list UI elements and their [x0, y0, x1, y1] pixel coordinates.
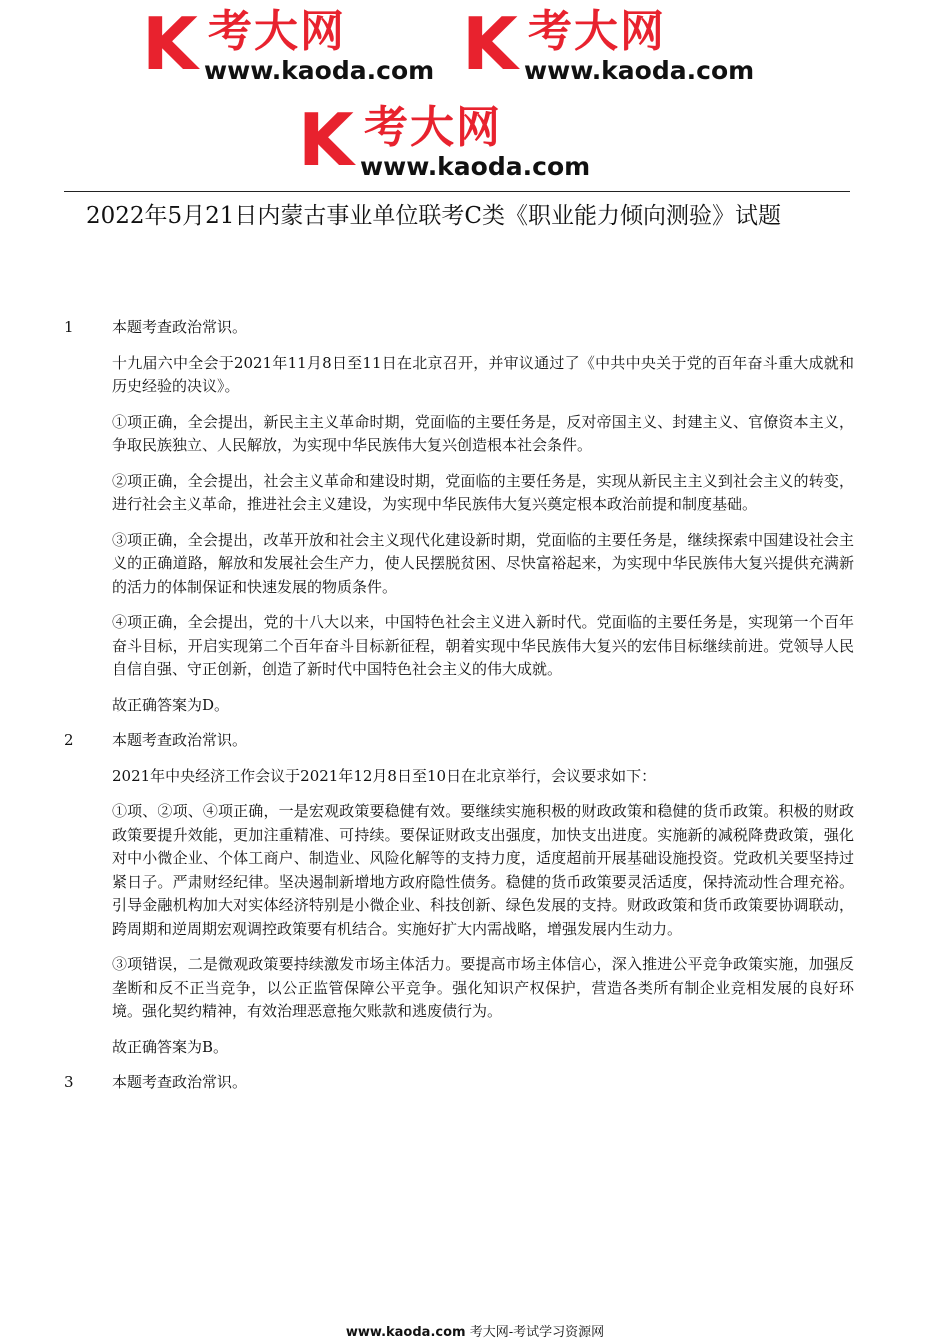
logo-k-mark: K [142, 2, 194, 86]
logo-url-text: www.kaoda.com [360, 152, 591, 181]
explanation-paragraph: ①项正确，全会提出，新民主主义革命时期，党面临的主要任务是，反对帝国主义、封建主义、官僚资本主义，争取民族独立、人民解放，为实现中华民族伟大复兴创造根本社会条件。 [112, 412, 854, 454]
logo-url-text: www.kaoda.com [524, 56, 755, 85]
question-header [64, 316, 854, 340]
document-title: 2022年5月21日内蒙古事业单位联考C类《职业能力倾向测验》试题 [86, 203, 782, 229]
explanation-paragraph: ①项、②项、④项正确，一是宏观政策要稳健有效。要继续实施积极的财政政策和稳健的货币政策。积极的财政政策要提升效能，更加注重精准、可持续。要保证财政支出强度，加快支出进度。实施新的减税降费政策，强化对中小微企业、个体工商户、制造业、风险化解等的支持力度，适度超前开展基础设施投资。党政机关要坚持过紧日子。严肃财经纪律。坚决遏制新增地方政府隐性债务。稳健的货币政策要灵活适度，保持流动性合理充裕。引导金融机构加大对实体经济特别是小微企业、科技创新、绿色发展的支持。财政政策和货币政策要协调联动，跨周期和逆周期宏观调控政策要有机结合。实施好扩大内需战略，增强发展内生动力。 [112, 802, 854, 938]
kaoda-logo [298, 98, 618, 184]
footer-site-link[interactable]: www.kaoda.com [345, 1325, 466, 1340]
logo-brand-text: 考大网 [528, 6, 666, 57]
header-divider [64, 191, 850, 192]
explanation-paragraph: ③项正确，全会提出，改革开放和社会主义现代化建设新时期，党面临的主要任务是，继续探索中国建设社会主义的正确道路，解放和发展社会生产力，使人民摆脱贫困、尽快富裕起来，为实现中华民族伟大复兴提供充满新的活力的体制保证和快速发展的物质条件。 [112, 530, 854, 596]
explanation-paragraph: ③项错误，二是微观政策要持续激发市场主体活力。要提高市场主体信心，深入推进公平竞争政策实施，加强反垄断和反不正当竞争，以公正监管保障公平竞争。强化知识产权保护，营造各类所有制企业竞相发展的良好环境。强化契约精神，有效治理恶意拖欠账款和逃废债行为。 [112, 955, 854, 1020]
explanation-paragraph: 2021年中央经济工作会议于2021年12月8日至10日在北京举行，会议要求如下： [112, 766, 657, 785]
question-header [64, 1071, 854, 1095]
answer-line: 故正确答案为D。 [112, 695, 230, 714]
logo-brand-text: 考大网 [208, 6, 346, 57]
kaoda-logo [142, 2, 462, 88]
question-number: 2 [64, 731, 74, 749]
footer-text: 考大网-考试学习资源网 [469, 1325, 605, 1340]
question-number: 3 [64, 1073, 74, 1091]
question-intro: 本题考查政治常识。 [112, 318, 248, 336]
answer-line: 故正确答案为B。 [112, 1037, 229, 1056]
page-footer [0, 1325, 950, 1341]
logo-k-mark: K [462, 2, 514, 86]
logo-k-mark: K [298, 98, 350, 182]
explanation-paragraph: ②项正确，全会提出，社会主义革命和建设时期，党面临的主要任务是，实现从新民主主义到社会主义的转变，进行社会主义革命，推进社会主义建设，为实现中华民族伟大复兴奠定根本政治前提和制度基础。 [112, 471, 854, 513]
explanation-paragraph: ④项正确，全会提出，党的十八大以来，中国特色社会主义进入新时代。党面临的主要任务是，实现第一个百年奋斗目标，开启实现第二个百年奋斗目标新征程，朝着实现中华民族伟大复兴的宏伟目标继续前进。党领导人民自信自强、守正创新，创造了新时代中国特色社会主义的伟大成就。 [112, 613, 854, 678]
kaoda-logo [462, 2, 782, 88]
question-header [64, 729, 854, 753]
question-intro: 本题考查政治常识。 [112, 731, 248, 749]
logo-url-text: www.kaoda.com [204, 56, 435, 85]
question-intro: 本题考查政治常识。 [112, 1073, 248, 1091]
explanation-paragraph: 十九届六中全会于2021年11月8日至11日在北京召开，并审议通过了《中共中央关于党的百年奋斗重大成就和历史经验的决议》。 [112, 353, 854, 395]
logo-brand-text: 考大网 [364, 102, 502, 153]
document-body [64, 316, 854, 1107]
question-number: 1 [64, 318, 74, 336]
